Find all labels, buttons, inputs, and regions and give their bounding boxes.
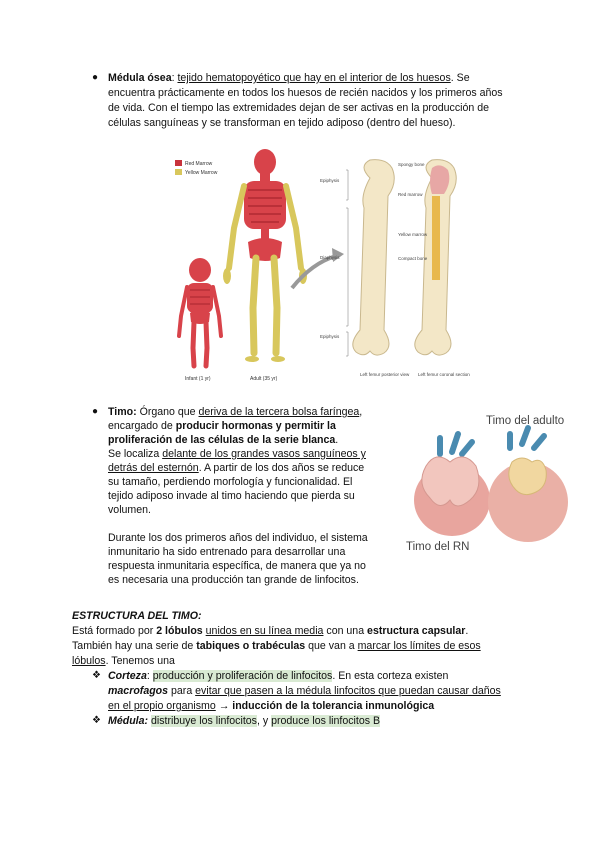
t: encargado de bbox=[108, 420, 176, 432]
medula-line-1 bbox=[108, 71, 470, 85]
medula-term: Médula ósea bbox=[108, 72, 172, 84]
thymus-figure bbox=[400, 404, 576, 562]
timo-p2-line-4: es necesaria una producción tan grande de linfocitos. bbox=[108, 574, 359, 586]
timo-line-5 bbox=[108, 461, 364, 475]
t: que van a bbox=[305, 640, 358, 652]
caption-femur-coronal: Left femur coronal section bbox=[418, 372, 470, 377]
medula-line-3: de vida. Con el tiempo las extremidades dejan de ser activas en la producción de bbox=[108, 102, 490, 114]
t: Se localiza bbox=[108, 448, 163, 460]
bullet-dot: ● bbox=[92, 406, 99, 417]
t: inducción de la tolerancia inmunológica bbox=[232, 700, 435, 712]
t: . bbox=[335, 434, 339, 446]
timo-line-6: su tamaño, perdiendo morfología y funcionalidad. El bbox=[108, 476, 353, 488]
t: producción y proliferación de linfocitos bbox=[152, 670, 333, 682]
t: con una bbox=[323, 625, 368, 637]
label-diaphysis: Diaphysis bbox=[320, 255, 340, 260]
legend-yellow-label: Yellow Marrow bbox=[185, 170, 218, 176]
corteza-line-1 bbox=[108, 669, 448, 683]
medula-line-2: encuentra prácticamente en todos los huesos de recién nacidos y los primeros años bbox=[108, 87, 503, 99]
label-epiphysis-top: Epiphysis bbox=[320, 178, 340, 183]
sep: : bbox=[171, 72, 178, 84]
timo-line-7: tejido adiposo invade al timo haciendo que pierda su bbox=[108, 490, 355, 502]
bone-marrow-illustration bbox=[170, 148, 470, 386]
medula-timo-line bbox=[108, 714, 380, 728]
corteza-line-2 bbox=[108, 684, 501, 698]
legend-red-swatch bbox=[175, 160, 182, 166]
timo-line-2 bbox=[108, 419, 336, 433]
timo-origin: deriva de la tercera bolsa faríngea bbox=[198, 406, 360, 418]
thymus-adult-label: Timo del adulto bbox=[486, 415, 565, 427]
t: en el propio organismo bbox=[108, 700, 216, 712]
femur-posterior bbox=[353, 160, 394, 355]
t: Órgano que bbox=[136, 406, 199, 418]
thymus-adult bbox=[488, 428, 568, 542]
infant-skeleton bbox=[179, 258, 221, 366]
t: proliferación de las células de la serie blanca bbox=[108, 434, 336, 446]
t: macrofagos bbox=[108, 685, 169, 697]
t: tabiques o trabéculas bbox=[196, 640, 306, 652]
timo-line-8: volumen. bbox=[108, 504, 151, 516]
thymus-illustration bbox=[400, 404, 576, 562]
t: . A partir de los dos años se reduce bbox=[198, 462, 365, 474]
t: Está formado por bbox=[72, 625, 157, 637]
medula-timo-term: Médula: bbox=[108, 715, 149, 727]
medula-def-rest: . Se bbox=[450, 72, 470, 84]
timo-line-3 bbox=[108, 433, 338, 447]
t: delante de los grandes vasos sanguíneos y bbox=[162, 448, 366, 460]
medula-line-4: células sanguíneas y se transforman en tejido adiposo (dentro del hueso). bbox=[108, 117, 456, 129]
t: detrás del esternón bbox=[108, 462, 199, 474]
t: unidos en su línea media bbox=[205, 625, 324, 637]
t: También hay una serie de bbox=[72, 640, 197, 652]
adult-skeleton bbox=[223, 149, 307, 362]
t: estructura capsular bbox=[367, 625, 466, 637]
legend-red-label: Red Marrow bbox=[185, 161, 213, 167]
t: . bbox=[465, 625, 469, 637]
adult-caption: Adult (35 yr) bbox=[250, 376, 278, 382]
diamond-bullet-icon: ❖ bbox=[92, 670, 101, 681]
caption-femur-posterior: Left femur posterior view bbox=[360, 372, 410, 377]
t: lóbulos bbox=[72, 655, 106, 667]
t: marcar los límites de esos bbox=[357, 640, 481, 652]
estructura-heading: ESTRUCTURA DEL TIMO: bbox=[72, 610, 202, 622]
label-yellow-marrow: Yellow marrow bbox=[398, 232, 428, 237]
diamond-bullet-icon: ❖ bbox=[92, 715, 101, 726]
medula-definition: tejido hematopoyético que hay en el interior de los huesos bbox=[177, 72, 451, 84]
corteza-term: Corteza bbox=[108, 670, 147, 682]
label-spongy-bone: Spongy bone bbox=[398, 162, 425, 167]
legend-yellow-swatch bbox=[175, 169, 182, 175]
estructura-line-3 bbox=[72, 654, 175, 668]
t: 2 lóbulos bbox=[156, 625, 203, 637]
timo-p2-line-2: inmunitario ha sido entrenado para desarrollar una bbox=[108, 546, 346, 558]
timo-term: Timo: bbox=[108, 406, 137, 418]
t: producir hormonas y permitir la bbox=[175, 420, 336, 432]
timo-line-1 bbox=[108, 405, 362, 419]
t: → bbox=[215, 700, 233, 712]
t: produce los linfocitos B bbox=[271, 715, 381, 727]
estructura-line-1 bbox=[72, 624, 468, 638]
label-red-marrow: Red marrow bbox=[398, 192, 423, 197]
timo-p2-line-1: Durante los dos primeros años del individuo, el sistema bbox=[108, 532, 368, 544]
t: , bbox=[359, 406, 363, 418]
timo-line-4 bbox=[108, 447, 366, 461]
t: , y bbox=[256, 715, 272, 727]
thymus-newborn-label: Timo del RN bbox=[406, 541, 470, 553]
bone-marrow-figure bbox=[170, 148, 470, 386]
timo-p2-line-3: respuesta inmunitaria específica, de manera que ya no bbox=[108, 560, 366, 572]
t: distribuye los linfocitos bbox=[150, 715, 257, 727]
t: : bbox=[146, 670, 153, 682]
label-compact-bone: Compact bone bbox=[398, 256, 428, 261]
corteza-line-3 bbox=[108, 699, 434, 713]
estructura-line-2 bbox=[72, 639, 481, 653]
bullet-dot: ● bbox=[92, 72, 99, 83]
thymus-newborn bbox=[414, 434, 490, 536]
t: . Tenemos una bbox=[105, 655, 175, 667]
infant-caption: Infant (1 yr) bbox=[185, 376, 211, 382]
t: . En esta corteza existen bbox=[332, 670, 449, 682]
t: para bbox=[168, 685, 196, 697]
label-epiphysis-bottom: Epiphysis bbox=[320, 334, 340, 339]
t: evitar que pasen a la médula linfocitos que puedan causar daños bbox=[195, 685, 501, 697]
